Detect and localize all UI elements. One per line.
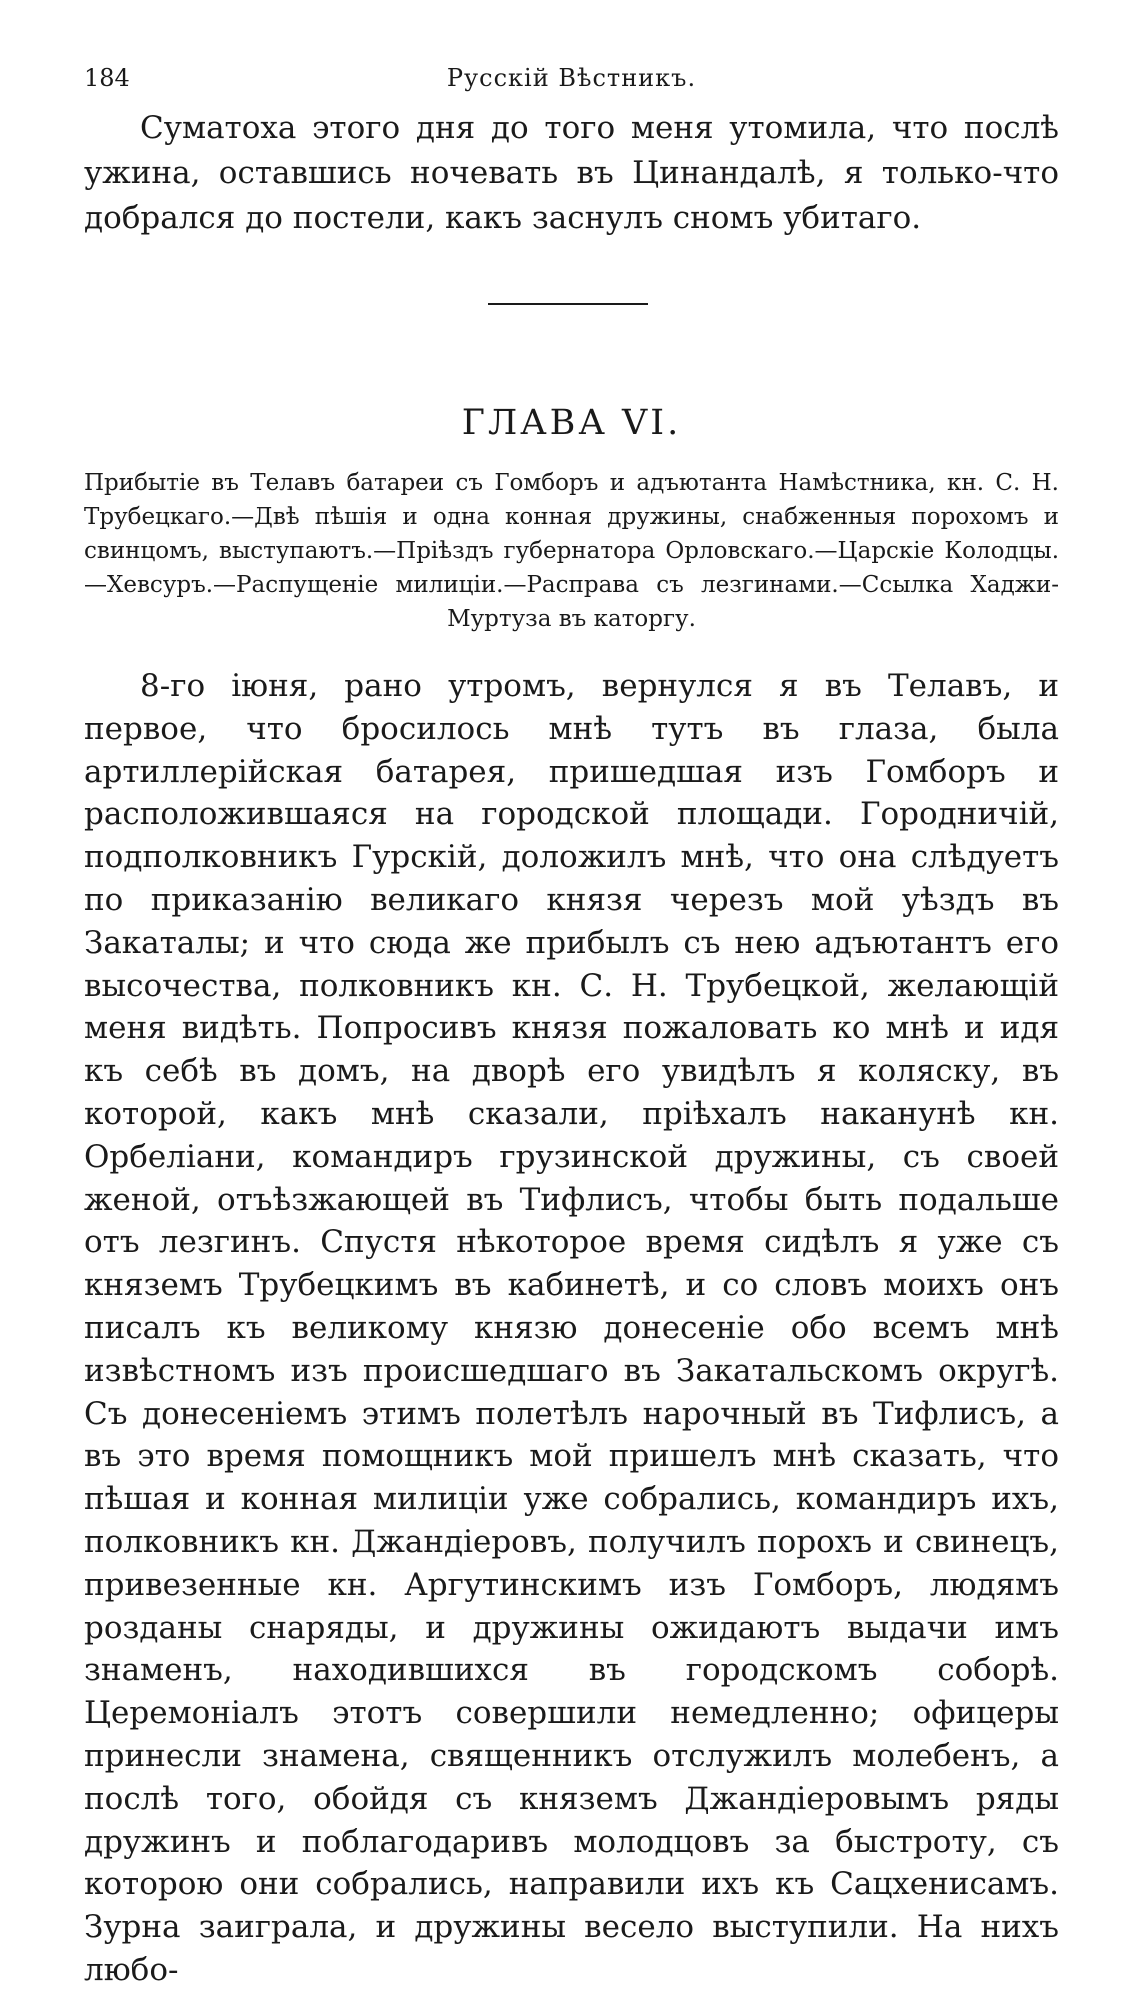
page-number: 184 <box>84 64 130 92</box>
section-separator-rule <box>488 303 648 305</box>
chapter-summary: Прибытіе въ Телавъ батареи съ Гомборъ и адъютанта Намѣстника, кн. С. Н. Трубецкаго.—Двѣ пѣшія и одна конная дружины, снабженныя порохомъ и свинцомъ, выступаютъ.—Пріѣздъ губернатора Орловскаго.—Царскіе Колодцы.—Хевсуръ.—Распущеніе милиціи.—Расправа съ лезгинами.—Ссылка Хаджи-Муртуза въ каторгу. <box>84 470 1059 632</box>
opening-paragraph: Суматоха этого дня до того меня утомила, что послѣ ужина, оставшись ночевать въ Цинандалѣ, я только-что добрался до постели, какъ заснулъ сномъ убитаго. <box>84 110 1059 236</box>
main-paragraph: 8-го іюня, рано утромъ, вернулся я въ Телавъ, и первое, что бросилось мнѣ тутъ въ глаза, была артиллерійская батарея, пришедшая изъ Гомборъ и расположившаяся на городской площади. Городничій, подполковникъ Гурскій, доложилъ мнѣ, что она слѣдуетъ по приказанію великаго князя черезъ мой уѣздъ въ Закаталы; и что сюда же прибылъ съ нею адъютантъ его высочества, полковникъ кн. С. Н. Трубецкой, желающій меня видѣть. Попросивъ князя пожаловать ко мнѣ и идя къ себѣ въ домъ, на дворѣ его увидѣлъ я коляску, въ которой, какъ мнѣ сказали, пріѣхалъ наканунѣ кн. Орбеліани, командиръ грузинской дружины, съ своей женой, отъѣзжающей въ Тифлисъ, чтобы быть подальше отъ лезгинъ. Спустя нѣкоторое время сидѣлъ я уже съ княземъ Трубецкимъ въ кабинетѣ, и со словъ моихъ онъ писалъ къ великому князю донесеніе обо всемъ мнѣ извѣстномъ изъ происшедшаго въ Закатальскомъ округѣ. Съ донесеніемъ этимъ полетѣлъ нарочный въ Тифлисъ, а въ это время помощникъ мой пришелъ мнѣ сказать, что пѣшая и конная милиціи уже собрались, командиръ ихъ, полковникъ кн. Джандіеровъ, получилъ порохъ и свинецъ, привезенные кн. Аргутинскимъ изъ Гомборъ, людямъ розданы снаряды, и дружины ожидаютъ выдачи имъ знаменъ, находившихся въ городскомъ соборѣ. Церемоніалъ этотъ совершили немедленно; офицеры принесли знамена, священникъ отслужилъ молебенъ, а послѣ того, обойдя съ княземъ Джандіеровымъ ряды дружинъ и поблагодаривъ молодцовъ за быстроту, съ которою они собрались, направили ихъ къ Сацхенисамъ. Зурна заиграла, и дружины весело выступили. На нихъ любо- <box>84 668 1059 1988</box>
running-head <box>84 58 1059 98</box>
journal-title: Русскій Вѣстникъ. <box>446 64 697 92</box>
chapter-heading: ГЛАВА VI. <box>461 403 682 443</box>
